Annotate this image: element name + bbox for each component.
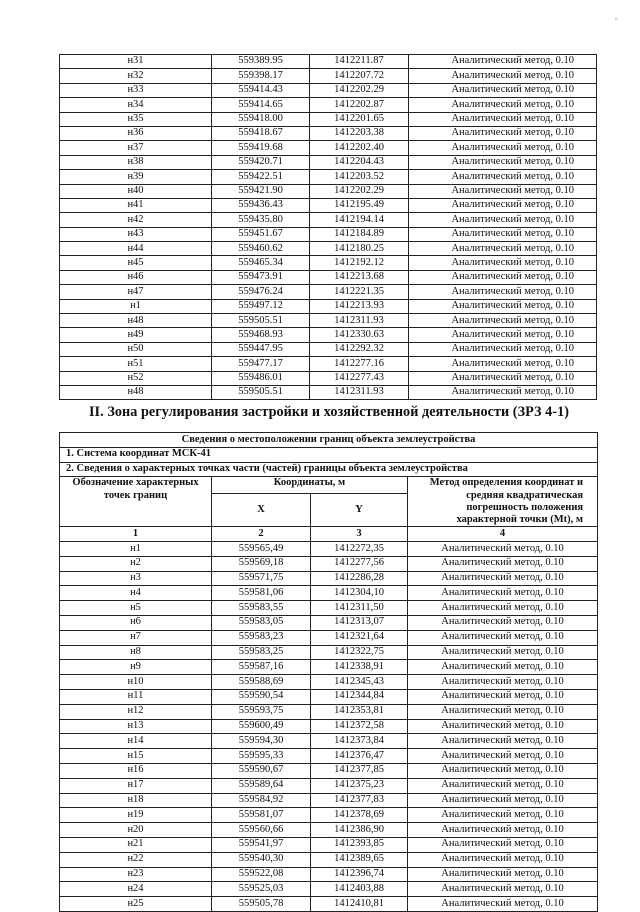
x-coordinate-cell: 559541,97 bbox=[212, 837, 311, 852]
table-row bbox=[60, 867, 598, 882]
column-number-row bbox=[60, 527, 598, 542]
method-cell: Аналитический метод, 0.10 bbox=[409, 371, 597, 385]
method-cell: Аналитический метод, 0.10 bbox=[408, 778, 598, 793]
x-coordinate-cell: 559486.01 bbox=[212, 371, 310, 385]
y-coordinate-cell: 1412403,88 bbox=[311, 882, 408, 897]
point-id-cell: н38 bbox=[60, 155, 212, 169]
method-cell: Аналитический метод, 0.10 bbox=[408, 719, 598, 734]
x-coordinate-cell: 559497.12 bbox=[212, 299, 310, 313]
table-row bbox=[60, 704, 598, 719]
column-number: 4 bbox=[408, 527, 598, 542]
table-row bbox=[60, 615, 598, 630]
point-id-cell: н18 bbox=[60, 793, 212, 808]
point-id-cell: н2 bbox=[60, 556, 212, 571]
point-id-cell: н52 bbox=[60, 371, 212, 385]
coord-system-row bbox=[60, 447, 598, 462]
table-row bbox=[60, 328, 597, 342]
table-row bbox=[60, 808, 598, 823]
table-row bbox=[60, 823, 598, 838]
method-cell: Аналитический метод, 0.10 bbox=[409, 357, 597, 371]
method-cell: Аналитический метод, 0.10 bbox=[408, 689, 598, 704]
point-id-cell: н44 bbox=[60, 242, 212, 256]
table-row bbox=[60, 630, 598, 645]
y-coordinate-cell: 1412389,65 bbox=[311, 852, 408, 867]
method-cell: Аналитический метод, 0.10 bbox=[409, 242, 597, 256]
x-coordinate-cell: 559505.51 bbox=[212, 314, 310, 328]
method-cell: Аналитический метод, 0.10 bbox=[408, 660, 598, 675]
table-row bbox=[60, 675, 598, 690]
table-row bbox=[60, 749, 598, 764]
y-coordinate-cell: 1412321,64 bbox=[311, 630, 408, 645]
table-row bbox=[60, 314, 597, 328]
y-coordinate-cell: 1412277.43 bbox=[310, 371, 409, 385]
y-coordinate-cell: 1412202.29 bbox=[310, 184, 409, 198]
point-id-cell: н50 bbox=[60, 342, 212, 356]
method-cell: Аналитический метод, 0.10 bbox=[409, 385, 597, 399]
x-coordinate-cell: 559418.00 bbox=[212, 112, 310, 126]
table-row bbox=[60, 170, 597, 184]
x-coordinate-cell: 559583,25 bbox=[212, 645, 311, 660]
table-row bbox=[60, 734, 598, 749]
table-title-row bbox=[60, 433, 598, 448]
method-cell: Аналитический метод, 0.10 bbox=[408, 749, 598, 764]
x-coordinate-cell: 559583,05 bbox=[212, 615, 311, 630]
x-coordinate-cell: 559540,30 bbox=[212, 852, 311, 867]
point-id-cell: н3 bbox=[60, 571, 212, 586]
method-cell: Аналитический метод, 0.10 bbox=[408, 808, 598, 823]
point-id-cell: н31 bbox=[60, 55, 212, 69]
table-row bbox=[60, 213, 597, 227]
method-cell: Аналитический метод, 0.10 bbox=[409, 170, 597, 184]
table-row bbox=[60, 719, 598, 734]
point-id-cell: н39 bbox=[60, 170, 212, 184]
x-coordinate-cell: 559595,33 bbox=[212, 749, 311, 764]
y-coordinate-cell: 1412393,85 bbox=[311, 837, 408, 852]
x-coordinate-cell: 559581,06 bbox=[212, 586, 311, 601]
header-y: Y bbox=[311, 494, 408, 527]
x-coordinate-cell: 559451.67 bbox=[212, 227, 310, 241]
method-cell: Аналитический метод, 0.10 bbox=[408, 867, 598, 882]
method-cell: Аналитический метод, 0.10 bbox=[408, 556, 598, 571]
x-coordinate-cell: 559584,92 bbox=[212, 793, 311, 808]
y-coordinate-cell: 1412192.12 bbox=[310, 256, 409, 270]
y-coordinate-cell: 1412195.49 bbox=[310, 198, 409, 212]
point-id-cell: н47 bbox=[60, 285, 212, 299]
x-coordinate-cell: 559421.90 bbox=[212, 184, 310, 198]
y-coordinate-cell: 1412213.68 bbox=[310, 270, 409, 284]
method-cell: Аналитический метод, 0.10 bbox=[408, 571, 598, 586]
y-coordinate-cell: 1412292.32 bbox=[310, 342, 409, 356]
method-cell: Аналитический метод, 0.10 bbox=[408, 704, 598, 719]
method-cell: Аналитический метод, 0.10 bbox=[409, 342, 597, 356]
x-coordinate-cell: 559590,54 bbox=[212, 689, 311, 704]
point-id-cell: н1 bbox=[60, 299, 212, 313]
point-id-cell: н33 bbox=[60, 83, 212, 97]
y-coordinate-cell: 1412184.89 bbox=[310, 227, 409, 241]
table-row bbox=[60, 556, 598, 571]
method-cell: Аналитический метод, 0.10 bbox=[408, 837, 598, 852]
point-id-cell: н9 bbox=[60, 660, 212, 675]
boundary-points-table bbox=[59, 432, 598, 912]
x-coordinate-cell: 559414.65 bbox=[212, 98, 310, 112]
section-title: II. Зона регулирования застройки и хозяйственной деятельности (ЗРЗ 4-1) bbox=[88, 404, 569, 420]
table-row bbox=[60, 256, 597, 270]
table-row bbox=[60, 882, 598, 897]
y-coordinate-cell: 1412376,47 bbox=[311, 749, 408, 764]
method-cell: Аналитический метод, 0.10 bbox=[409, 256, 597, 270]
method-cell: Аналитический метод, 0.10 bbox=[409, 112, 597, 126]
column-number: 3 bbox=[311, 527, 408, 542]
method-cell: Аналитический метод, 0.10 bbox=[408, 630, 598, 645]
table-row bbox=[60, 155, 597, 169]
table-row bbox=[60, 763, 598, 778]
x-coordinate-cell: 559460.62 bbox=[212, 242, 310, 256]
table-row bbox=[60, 897, 598, 912]
x-coordinate-cell: 559420.71 bbox=[212, 155, 310, 169]
x-coordinate-cell: 559590,67 bbox=[212, 763, 311, 778]
method-cell: Аналитический метод, 0.10 bbox=[408, 823, 598, 838]
x-coordinate-cell: 559468.93 bbox=[212, 328, 310, 342]
method-cell: Аналитический метод, 0.10 bbox=[408, 586, 598, 601]
point-id-cell: н8 bbox=[60, 645, 212, 660]
point-id-cell: н11 bbox=[60, 689, 212, 704]
point-id-cell: н32 bbox=[60, 69, 212, 83]
x-coordinate-cell: 559588,69 bbox=[212, 675, 311, 690]
point-id-cell: н17 bbox=[60, 778, 212, 793]
y-coordinate-cell: 1412213.93 bbox=[310, 299, 409, 313]
point-id-cell: н24 bbox=[60, 882, 212, 897]
point-id-cell: н36 bbox=[60, 126, 212, 140]
corner-mark: ° bbox=[614, 16, 618, 25]
point-id-cell: н42 bbox=[60, 213, 212, 227]
table-row bbox=[60, 55, 597, 69]
y-coordinate-cell: 1412203.52 bbox=[310, 170, 409, 184]
x-coordinate-cell: 559505,78 bbox=[212, 897, 311, 912]
table-row bbox=[60, 601, 598, 616]
y-coordinate-cell: 1412202.29 bbox=[310, 83, 409, 97]
point-id-cell: н13 bbox=[60, 719, 212, 734]
y-coordinate-cell: 1412377,83 bbox=[311, 793, 408, 808]
method-cell: Аналитический метод, 0.10 bbox=[409, 69, 597, 83]
x-coordinate-cell: 559571,75 bbox=[212, 571, 311, 586]
method-cell: Аналитический метод, 0.10 bbox=[408, 615, 598, 630]
x-coordinate-cell: 559593,75 bbox=[212, 704, 311, 719]
method-cell: Аналитический метод, 0.10 bbox=[409, 184, 597, 198]
point-id-cell: н37 bbox=[60, 141, 212, 155]
boundary-points-table-body bbox=[60, 433, 598, 912]
y-coordinate-cell: 1412373,84 bbox=[311, 734, 408, 749]
point-id-cell: н16 bbox=[60, 763, 212, 778]
header-point-designation: Обозначение характерных точек границ bbox=[60, 477, 212, 527]
table-row bbox=[60, 793, 598, 808]
point-id-cell: н35 bbox=[60, 112, 212, 126]
point-id-cell: н19 bbox=[60, 808, 212, 823]
y-coordinate-cell: 1412330.63 bbox=[310, 328, 409, 342]
y-coordinate-cell: 1412277.16 bbox=[310, 357, 409, 371]
method-cell: Аналитический метод, 0.10 bbox=[408, 675, 598, 690]
y-coordinate-cell: 1412311.93 bbox=[310, 314, 409, 328]
y-coordinate-cell: 1412322,75 bbox=[311, 645, 408, 660]
header-method: Метод определения координат и средняя квадратическая погрешность положения характерной точки (Mt), м bbox=[408, 477, 598, 527]
x-coordinate-cell: 559389.95 bbox=[212, 55, 310, 69]
y-coordinate-cell: 1412207.72 bbox=[310, 69, 409, 83]
point-id-cell: н10 bbox=[60, 675, 212, 690]
point-id-cell: н7 bbox=[60, 630, 212, 645]
table-row bbox=[60, 778, 598, 793]
method-cell: Аналитический метод, 0.10 bbox=[408, 897, 598, 912]
x-coordinate-cell: 559505.51 bbox=[212, 385, 310, 399]
table-row bbox=[60, 227, 597, 241]
table-title: Сведения о местоположении границ объекта землеустройства bbox=[60, 433, 598, 448]
y-coordinate-cell: 1412410,81 bbox=[311, 897, 408, 912]
point-id-cell: н6 bbox=[60, 615, 212, 630]
method-cell: Аналитический метод, 0.10 bbox=[408, 601, 598, 616]
y-coordinate-cell: 1412304,10 bbox=[311, 586, 408, 601]
table-row bbox=[60, 285, 597, 299]
y-coordinate-cell: 1412378,69 bbox=[311, 808, 408, 823]
points-info-row bbox=[60, 462, 598, 477]
point-id-cell: н41 bbox=[60, 198, 212, 212]
table-row bbox=[60, 112, 597, 126]
table-row bbox=[60, 571, 598, 586]
y-coordinate-cell: 1412202.40 bbox=[310, 141, 409, 155]
x-coordinate-cell: 559525,03 bbox=[212, 882, 311, 897]
point-id-cell: н40 bbox=[60, 184, 212, 198]
table-row bbox=[60, 141, 597, 155]
y-coordinate-cell: 1412313,07 bbox=[311, 615, 408, 630]
column-header-row bbox=[60, 477, 598, 494]
x-coordinate-cell: 559447.95 bbox=[212, 342, 310, 356]
y-coordinate-cell: 1412180.25 bbox=[310, 242, 409, 256]
point-id-cell: н51 bbox=[60, 357, 212, 371]
method-cell: Аналитический метод, 0.10 bbox=[408, 645, 598, 660]
method-cell: Аналитический метод, 0.10 bbox=[408, 734, 598, 749]
table-row bbox=[60, 357, 597, 371]
table-row bbox=[60, 645, 598, 660]
x-coordinate-cell: 559600,49 bbox=[212, 719, 311, 734]
header-x: X bbox=[212, 494, 311, 527]
column-number: 1 bbox=[60, 527, 212, 542]
x-coordinate-cell: 559581,07 bbox=[212, 808, 311, 823]
point-id-cell: н5 bbox=[60, 601, 212, 616]
table-row bbox=[60, 198, 597, 212]
y-coordinate-cell: 1412221.35 bbox=[310, 285, 409, 299]
y-coordinate-cell: 1412344,84 bbox=[311, 689, 408, 704]
point-id-cell: н22 bbox=[60, 852, 212, 867]
x-coordinate-cell: 559569,18 bbox=[212, 556, 311, 571]
method-cell: Аналитический метод, 0.10 bbox=[408, 793, 598, 808]
y-coordinate-cell: 1412201.65 bbox=[310, 112, 409, 126]
x-coordinate-cell: 559465.34 bbox=[212, 256, 310, 270]
table-row bbox=[60, 342, 597, 356]
y-coordinate-cell: 1412345,43 bbox=[311, 675, 408, 690]
y-coordinate-cell: 1412377,85 bbox=[311, 763, 408, 778]
y-coordinate-cell: 1412372,58 bbox=[311, 719, 408, 734]
y-coordinate-cell: 1412386,90 bbox=[311, 823, 408, 838]
y-coordinate-cell: 1412338,91 bbox=[311, 660, 408, 675]
y-coordinate-cell: 1412202.87 bbox=[310, 98, 409, 112]
method-cell: Аналитический метод, 0.10 bbox=[408, 852, 598, 867]
table-row bbox=[60, 586, 598, 601]
table-row bbox=[60, 660, 598, 675]
x-coordinate-cell: 559522,08 bbox=[212, 867, 311, 882]
method-cell: Аналитический метод, 0.10 bbox=[409, 270, 597, 284]
method-cell: Аналитический метод, 0.10 bbox=[409, 126, 597, 140]
method-cell: Аналитический метод, 0.10 bbox=[409, 328, 597, 342]
x-coordinate-cell: 559435.80 bbox=[212, 213, 310, 227]
y-coordinate-cell: 1412375,23 bbox=[311, 778, 408, 793]
y-coordinate-cell: 1412211.87 bbox=[310, 55, 409, 69]
y-coordinate-cell: 1412311.93 bbox=[310, 385, 409, 399]
table-row bbox=[60, 83, 597, 97]
point-id-cell: н15 bbox=[60, 749, 212, 764]
column-number: 2 bbox=[212, 527, 311, 542]
x-coordinate-cell: 559419.68 bbox=[212, 141, 310, 155]
y-coordinate-cell: 1412353,81 bbox=[311, 704, 408, 719]
y-coordinate-cell: 1412194.14 bbox=[310, 213, 409, 227]
point-id-cell: н14 bbox=[60, 734, 212, 749]
y-coordinate-cell: 1412311,50 bbox=[311, 601, 408, 616]
table-row bbox=[60, 270, 597, 284]
method-cell: Аналитический метод, 0.10 bbox=[408, 763, 598, 778]
x-coordinate-cell: 559583,23 bbox=[212, 630, 311, 645]
method-cell: Аналитический метод, 0.10 bbox=[409, 299, 597, 313]
coord-system-label: 1. Система координат МСК-41 bbox=[60, 447, 598, 462]
method-cell: Аналитический метод, 0.10 bbox=[409, 55, 597, 69]
point-id-cell: н48 bbox=[60, 385, 212, 399]
method-cell: Аналитический метод, 0.10 bbox=[409, 83, 597, 97]
point-id-cell: н46 bbox=[60, 270, 212, 284]
coordinates-table-body bbox=[60, 55, 597, 400]
coordinates-table-continued bbox=[59, 54, 597, 400]
y-coordinate-cell: 1412272,35 bbox=[311, 542, 408, 557]
y-coordinate-cell: 1412203.38 bbox=[310, 126, 409, 140]
y-coordinate-cell: 1412396,74 bbox=[311, 867, 408, 882]
point-id-cell: н12 bbox=[60, 704, 212, 719]
x-coordinate-cell: 559565,49 bbox=[212, 542, 311, 557]
y-coordinate-cell: 1412286,28 bbox=[311, 571, 408, 586]
point-id-cell: н48 bbox=[60, 314, 212, 328]
x-coordinate-cell: 559594,30 bbox=[212, 734, 311, 749]
method-cell: Аналитический метод, 0.10 bbox=[409, 213, 597, 227]
table-row bbox=[60, 689, 598, 704]
point-id-cell: н1 bbox=[60, 542, 212, 557]
method-cell: Аналитический метод, 0.10 bbox=[409, 227, 597, 241]
table-row bbox=[60, 126, 597, 140]
x-coordinate-cell: 559477.17 bbox=[212, 357, 310, 371]
point-id-cell: н20 bbox=[60, 823, 212, 838]
method-cell: Аналитический метод, 0.10 bbox=[409, 198, 597, 212]
table-row bbox=[60, 542, 598, 557]
x-coordinate-cell: 559398.17 bbox=[212, 69, 310, 83]
y-coordinate-cell: 1412204.43 bbox=[310, 155, 409, 169]
table-row bbox=[60, 184, 597, 198]
table-row bbox=[60, 242, 597, 256]
point-id-cell: н34 bbox=[60, 98, 212, 112]
method-cell: Аналитический метод, 0.10 bbox=[409, 155, 597, 169]
table-row bbox=[60, 852, 598, 867]
method-cell: Аналитический метод, 0.10 bbox=[409, 141, 597, 155]
method-cell: Аналитический метод, 0.10 bbox=[409, 314, 597, 328]
x-coordinate-cell: 559587,16 bbox=[212, 660, 311, 675]
table-row bbox=[60, 385, 597, 399]
table-row bbox=[60, 371, 597, 385]
method-cell: Аналитический метод, 0.10 bbox=[409, 98, 597, 112]
x-coordinate-cell: 559589,64 bbox=[212, 778, 311, 793]
x-coordinate-cell: 559422.51 bbox=[212, 170, 310, 184]
x-coordinate-cell: 559476.24 bbox=[212, 285, 310, 299]
x-coordinate-cell: 559583,55 bbox=[212, 601, 311, 616]
point-id-cell: н49 bbox=[60, 328, 212, 342]
table-row bbox=[60, 69, 597, 83]
point-id-cell: н25 bbox=[60, 897, 212, 912]
point-id-cell: н23 bbox=[60, 867, 212, 882]
point-id-cell: н21 bbox=[60, 837, 212, 852]
x-coordinate-cell: 559436.43 bbox=[212, 198, 310, 212]
x-coordinate-cell: 559414.43 bbox=[212, 83, 310, 97]
x-coordinate-cell: 559560,66 bbox=[212, 823, 311, 838]
header-coordinates: Координаты, м bbox=[212, 477, 408, 494]
method-cell: Аналитический метод, 0.10 bbox=[408, 882, 598, 897]
x-coordinate-cell: 559473.91 bbox=[212, 270, 310, 284]
x-coordinate-cell: 559418.67 bbox=[212, 126, 310, 140]
point-id-cell: н4 bbox=[60, 586, 212, 601]
point-id-cell: н45 bbox=[60, 256, 212, 270]
y-coordinate-cell: 1412277,56 bbox=[311, 556, 408, 571]
method-cell: Аналитический метод, 0.10 bbox=[408, 542, 598, 557]
method-cell: Аналитический метод, 0.10 bbox=[409, 285, 597, 299]
point-id-cell: н43 bbox=[60, 227, 212, 241]
table-row bbox=[60, 98, 597, 112]
table-row bbox=[60, 299, 597, 313]
table-row bbox=[60, 837, 598, 852]
points-info-label: 2. Сведения о характерных точках части (частей) границы объекта землеустройства bbox=[60, 462, 598, 477]
